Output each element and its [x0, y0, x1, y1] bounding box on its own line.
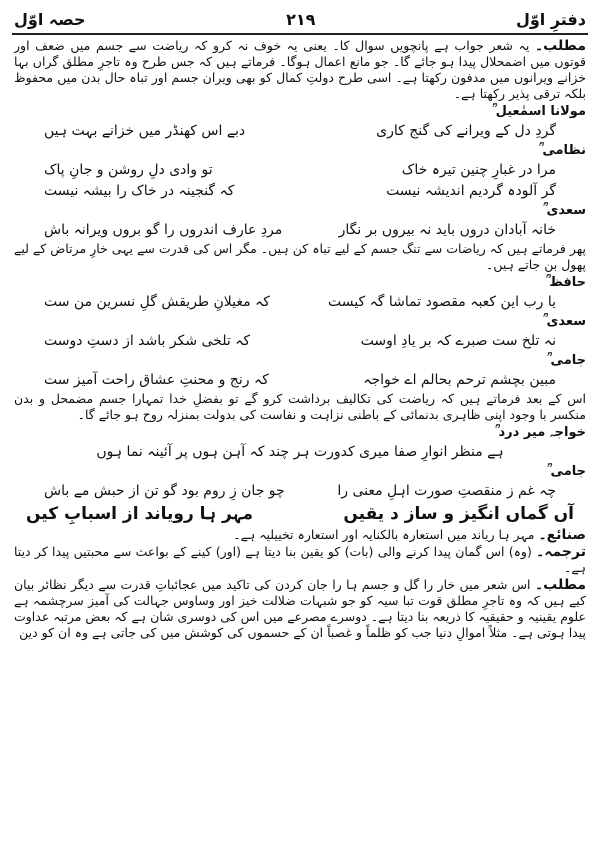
paragraph-lead: مطلب۔: [534, 38, 586, 54]
verse-couplet: [14, 160, 586, 180]
hemistich-first: آں گماں انگیز و ساز د یقیں: [343, 504, 574, 524]
hemistich-second: کہ تلخی شکر باشد از دستِ دوست: [44, 333, 251, 349]
hemistich-second: چو جان زِ روم بود گو تن از حبش مے باش: [44, 483, 285, 499]
poet-label: حافظ ؒ: [546, 275, 586, 290]
poet-label: جامی ؒ: [547, 353, 586, 368]
paragraph-lead: صنائع۔: [538, 527, 586, 543]
poet-label: مولانا اسمٰعیل ؒ: [492, 104, 586, 119]
hemistich-first: چہ غم ز منقصتِ صورت اہلِ معنی را: [337, 483, 556, 499]
running-header: [14, 6, 586, 32]
page-number: ۲۱۹: [286, 9, 316, 29]
paragraph-text: اس شعر میں خار را گل و جسم ہا را جان کردن کی تاکید میں عجائباتِ قدرت سے دیگر نظائر بیان کیے ہیں کہ وہ تاجرِ مطلق قوت تبا سیہ کو جو شبہات ضلالت خیز اور وساوس جہالت کی آمیز سرچشمہ ہے علوم یقینیہ و حقیقیہ کا ذریعہ بنا دیتا ہے۔ دوسرے مصرعے میں اس کی دوسری شان ہے کہ بعض مرتبہ عداوت پیدا ہوتی ہے۔ مثلاً اموالِ دنیا جب کو ظلماً و غصباً ان کے حسموں کی کوشش میں کی جاتی ہے وہ ان کو دین: [14, 577, 586, 640]
hemistich-second: کہ رنج و محنتِ عشاق راحت آمیز ست: [44, 372, 269, 388]
poet-label: سعدی ؒ: [543, 314, 586, 329]
verse-couplet: [14, 370, 586, 390]
verse-couplet: [14, 331, 586, 351]
header-rule: [12, 33, 588, 35]
paragraph-meaning: [14, 577, 586, 641]
hemistich-second: کہ مغیلانِ طریقش گلِ نسرین من ست: [44, 294, 270, 310]
paragraph-text: مہر ہا ریاند میں استعارہ بالکنایہ اور استعارہ تخییلیہ ہے۔: [233, 527, 535, 542]
verse-line: ہے منظر انوارِ صفا میری کدورت ہر چند کہ آہن ہوں پر آئینہ نما ہوں: [96, 444, 504, 460]
paragraph-translation: [14, 544, 586, 576]
hemistich-first: گر آلودہ گردیم اندیشہ نیست: [386, 183, 556, 199]
header-volume: دفترِ اوّل: [515, 9, 586, 29]
paragraph-lead: ترجمہ۔: [536, 544, 586, 560]
verse-couplet: [14, 121, 586, 141]
main-couplet: [14, 502, 586, 526]
poet-label: خواجہ میر درد ؒ: [495, 425, 586, 440]
hemistich-first: یا رب این کعبہ مقصود تماشا گہ کیست: [328, 294, 556, 310]
paragraph-text: یہ شعر جواب ہے پانچویں سوال کا۔ یعنی یہ خوف نہ کرو کہ ریاضت سے جسم میں ضعف اور قوتوں میں اضمحلال پیدا ہو جائے گا۔ جو مانع اعمال ہوگا۔ فرماتے ہیں کہ جس طرح وہ تاجرِ مطلق گراں بہا خزانے ویرانوں میں مدفون رکھتا ہے۔ اسی طرح دولتِ کمال کو بھی ویران جسم اور تباہ حال بدن میں محفوظ بلکہ ترقی پذیر رکھتا ہے۔: [14, 38, 586, 101]
paragraph-meaning: [14, 38, 586, 102]
poet-label: جامی ؒ: [547, 464, 586, 479]
paragraph-commentary: پھر فرماتے ہیں کہ ریاضات سے تنگ جسم کے لیے تباہ کن ہیں۔ مگر اس کی قدرت سے یہی خارِ مرتاض کے لیے پھول بن جاتے ہیں۔: [14, 241, 586, 272]
hemistich-first: خانہ آبادان دروں باید نہ بیروں بر نگار: [338, 222, 556, 238]
poet-label: نظامی ؒ: [539, 143, 586, 158]
hemistich-second: کہ گنجینہ در خاک را بیشہ نیست: [44, 183, 235, 199]
verse-couplet: [14, 181, 586, 201]
verse-couplet: [14, 481, 586, 501]
hemistich-first: گردِ دل کے ویرانے کی گنج کاری: [376, 123, 556, 139]
hemistich-first: مبین بچشم ترحم بحالم اے خواجہ: [363, 372, 556, 388]
hemistich-second: دبے اس کھنڈر میں خزانے بہت ہیں: [44, 123, 246, 139]
header-part: حصہ اوّل: [14, 9, 86, 29]
page-body: [14, 38, 586, 847]
hemistich-second: مہر ہا رویاند از اسبابِ کیں: [26, 504, 254, 524]
hemistich-second: تو وادی دلِ روشن و جانِ پاک: [44, 162, 213, 178]
poet-label: سعدی ؒ: [543, 203, 586, 218]
hemistich-first: مرا در غبارِ چنین تیرہ خاک: [401, 162, 556, 178]
paragraph-rhetoric: [14, 527, 586, 543]
hemistich-second: مردِ عارف اندروں را گو بروں ویرانہ باش: [44, 222, 283, 238]
paragraph-text: (وہ) اس گمان پیدا کرنے والی (بات) کو یقین بنا دیتا ہے (اور) کینے کے بواعث سے محبتیں پیدا کر دیتا ہے۔: [14, 544, 586, 575]
paragraph-lead: مطلب۔: [534, 577, 586, 593]
verse-couplet: [14, 220, 586, 240]
hemistich-first: نہ تلخ ست صبرے کہ بر یادِ اوست: [360, 333, 556, 349]
paragraph-commentary: اس کے بعد فرماتے ہیں کہ ریاضت کی تکالیف برداشت کرو گے تو بفضلِ خدا تمہارا جسم مضمحل و بدن منکسر با وجود اپنی ظاہری بدنمائی کے باطنی نزاہت و نفاست کی بدولت بمنزلہ روح ہو جائے گا۔: [14, 391, 586, 422]
verse-couplet: [14, 292, 586, 312]
